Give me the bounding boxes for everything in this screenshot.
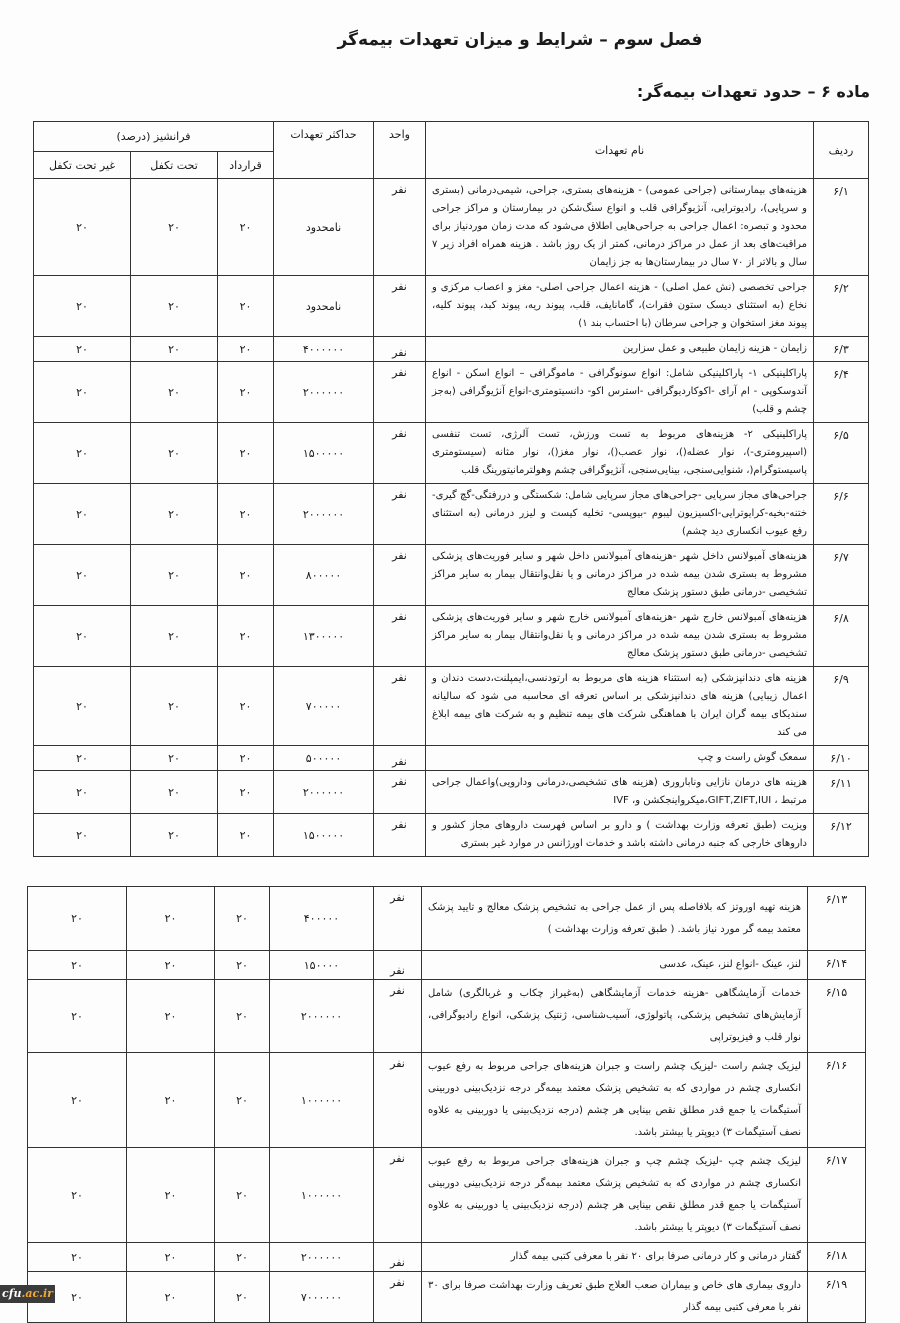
row-description: هزینه‌های آمبولانس داخل شهر -هزینه‌های آمبولانس داخل شهر و سایر فوریت‌های پزشکی مشروط به بستری شدن بیمه شده در مراکز درمانی و یا نقل‌وانتقال بیمار به سایر مراکز تشخیصی -درمانی طبق دستور پزشک معالج bbox=[426, 545, 814, 606]
row-franchise-contract: ۲۰ bbox=[218, 667, 274, 746]
row-franchise-covered: ۲۰ bbox=[131, 545, 218, 606]
row-franchise-not-covered: ۲۰ bbox=[28, 1148, 127, 1243]
row-id: ۶/۱۷ bbox=[808, 1148, 866, 1243]
header-name: نام تعهدات bbox=[426, 122, 814, 179]
row-franchise-not-covered: ۲۰ bbox=[34, 337, 131, 362]
row-franchise-contract: ۲۰ bbox=[218, 606, 274, 667]
row-franchise-not-covered: ۲۰ bbox=[28, 980, 127, 1053]
row-max-obligation: ۷۰۰۰۰۰ bbox=[274, 667, 374, 746]
row-franchise-covered: ۲۰ bbox=[131, 337, 218, 362]
row-description: لنز، عینک -انواع لنز، عینک، عدسی bbox=[422, 951, 808, 980]
row-franchise-contract: ۲۰ bbox=[215, 887, 270, 951]
row-franchise-not-covered: ۲۰ bbox=[34, 179, 131, 276]
table-row bbox=[34, 606, 869, 667]
header-unit: واحد bbox=[374, 122, 426, 179]
row-max-obligation: ۲۰۰۰۰۰۰ bbox=[274, 771, 374, 814]
row-description: پاراکلینیکی ۱- پاراکلینیکی شامل: انواع سونوگرافی - ماموگرافی – انواع اسکن - انواع آندوسکوپی - ام آر‌ای -اکوکاردیوگرافی -استرس اکو- دانسیتومتری-انواع آنژیوگرافی (به‌جز چشم و قلب) bbox=[426, 362, 814, 423]
row-franchise-covered: ۲۰ bbox=[131, 276, 218, 337]
row-franchise-not-covered: ۲۰ bbox=[34, 484, 131, 545]
row-franchise-not-covered: ۲۰ bbox=[28, 887, 127, 951]
row-franchise-contract: ۲۰ bbox=[215, 1272, 270, 1323]
table-row bbox=[34, 667, 869, 746]
table-row bbox=[34, 276, 869, 337]
table-row bbox=[28, 887, 866, 951]
row-description: گفتار درمانی و کار درمانی صرفا برای ۲۰ نفر با معرفی کتبی بیمه گذار bbox=[422, 1243, 808, 1272]
table-row bbox=[28, 951, 866, 980]
row-id: ۶/۶ bbox=[814, 484, 869, 545]
row-description: هزینه های درمان نازایی وناباروری (هزینه های تشخیصی،درمانی ودارویی)واعمال جراحی مرتبط ، GIFT,ZIFT,IUI،میکرواینجکشن و، IVF bbox=[426, 771, 814, 814]
row-franchise-covered: ۲۰ bbox=[131, 771, 218, 814]
row-franchise-not-covered: ۲۰ bbox=[28, 1053, 127, 1148]
row-id: ۶/۱۳ bbox=[808, 887, 866, 951]
row-description: زایمان - هزینه زایمان طبیعی و عمل سزارین bbox=[426, 337, 814, 362]
row-franchise-covered: ۲۰ bbox=[127, 980, 215, 1053]
row-unit: نفر bbox=[374, 887, 422, 951]
row-franchise-covered: ۲۰ bbox=[127, 951, 215, 980]
row-franchise-contract: ۲۰ bbox=[215, 951, 270, 980]
table-row bbox=[28, 1148, 866, 1243]
row-franchise-not-covered: ۲۰ bbox=[28, 1272, 127, 1323]
row-id: ۶/۱۹ bbox=[808, 1272, 866, 1323]
row-id: ۶/۱۲ bbox=[814, 814, 869, 857]
row-franchise-contract: ۲۰ bbox=[218, 814, 274, 857]
table-row bbox=[34, 423, 869, 484]
row-franchise-not-covered: ۲۰ bbox=[34, 606, 131, 667]
row-unit: نفر bbox=[374, 1148, 422, 1243]
row-description: سمعک گوش راست و چپ bbox=[426, 746, 814, 771]
row-id: ۶/۴ bbox=[814, 362, 869, 423]
row-franchise-contract: ۲۰ bbox=[215, 1243, 270, 1272]
row-unit: نفر bbox=[374, 423, 426, 484]
row-franchise-covered: ۲۰ bbox=[127, 1272, 215, 1323]
row-unit: نفر bbox=[374, 606, 426, 667]
row-unit: نفر bbox=[374, 746, 426, 771]
row-max-obligation: نامحدود bbox=[274, 276, 374, 337]
row-franchise-not-covered: ۲۰ bbox=[34, 746, 131, 771]
row-max-obligation: ۴۰۰۰۰۰۰ bbox=[274, 337, 374, 362]
row-franchise-contract: ۲۰ bbox=[218, 179, 274, 276]
row-description: پاراکلینیکی ۲- هزینه‌های مربوط به تست ورزش، تست آلرژی، تست تنفسی (اسپیرومتری-)، نوار عضله()، نوار عصب()، نوار مغز()، نوار مثانه (سیستومتری پاسیستوگرام(، شنوایی‌سنجی، بینایی‌سنجی، آنژیوگرافی چشم وهولترمانیتورینگ قلب bbox=[426, 423, 814, 484]
row-franchise-covered: ۲۰ bbox=[131, 179, 218, 276]
row-franchise-not-covered: ۲۰ bbox=[34, 276, 131, 337]
row-unit: نفر bbox=[374, 951, 422, 980]
obligations-table-continued bbox=[27, 886, 866, 1323]
row-description: جراحی تخصصی (نش عمل اصلی) - هزینه اعمال جراحی اصلی- مغز و اعصاب مرکزی و نخاع (به استثنای دیسک ستون فقرات)، گامانایف، قلب، پیوند ریه، پیوند کبد، پیوند کلیه، پیوند مغز استخوان و جراحی سرطان (با احتساب بند ۱) bbox=[426, 276, 814, 337]
table-row bbox=[28, 1053, 866, 1148]
row-franchise-contract: ۲۰ bbox=[218, 484, 274, 545]
header-franchise: فرانشیز (درصد) bbox=[34, 122, 274, 152]
row-id: ۶/۸ bbox=[814, 606, 869, 667]
row-description: جراحی‌های مجاز سرپایی -جراحی‌های مجاز سرپایی شامل: شکستگی و دررفتگی-گچ گیری-ختنه-بخیه-کرایوترایی-اکسیزیون لیبوم -بیوپسی- تخلیه کیست و لیزر درمانی (به استثنای رفع عیوب انکساری دید چشم) bbox=[426, 484, 814, 545]
row-franchise-not-covered: ۲۰ bbox=[28, 951, 127, 980]
row-franchise-contract: ۲۰ bbox=[218, 423, 274, 484]
row-franchise-not-covered: ۲۰ bbox=[34, 814, 131, 857]
row-id: ۶/۷ bbox=[814, 545, 869, 606]
table-row bbox=[34, 545, 869, 606]
header-contract: قرارداد bbox=[218, 152, 274, 179]
row-max-obligation: ۱۰۰۰۰۰۰ bbox=[270, 1053, 374, 1148]
row-unit: نفر bbox=[374, 1272, 422, 1323]
row-max-obligation: ۴۰۰۰۰۰ bbox=[270, 887, 374, 951]
row-description: هزینه های دندانپزشکی (به استثناء هزینه های مربوط به ارتودنسی،ایمپلنت،دست دندان و اعمال زیبایی) هزینه های دندانپزشکی بر اساس تعرفه ای محاسبه می شود که سالیانه سندیکای بیمه گران ایران با هماهنگی شرکت های بیمه تنظیم و به شرکت های بیمه ابلاغ می کند bbox=[426, 667, 814, 746]
row-franchise-covered: ۲۰ bbox=[131, 423, 218, 484]
header-row: ردیف bbox=[814, 122, 869, 179]
row-franchise-covered: ۲۰ bbox=[131, 362, 218, 423]
row-franchise-not-covered: ۲۰ bbox=[34, 667, 131, 746]
row-unit: نفر bbox=[374, 276, 426, 337]
row-unit: نفر bbox=[374, 545, 426, 606]
row-id: ۶/۱ bbox=[814, 179, 869, 276]
row-unit: نفر bbox=[374, 771, 426, 814]
row-franchise-contract: ۲۰ bbox=[215, 1148, 270, 1243]
row-franchise-covered: ۲۰ bbox=[131, 814, 218, 857]
row-max-obligation: ۱۵۰۰۰۰۰ bbox=[274, 814, 374, 857]
row-franchise-covered: ۲۰ bbox=[127, 1053, 215, 1148]
row-max-obligation: ۲۰۰۰۰۰۰ bbox=[270, 980, 374, 1053]
table-row bbox=[34, 179, 869, 276]
row-unit: نفر bbox=[374, 362, 426, 423]
section-subtitle: ماده ۶ – حدود تعهدات بیمه‌گر: bbox=[636, 82, 870, 101]
row-description: هزینه تهیه اوروتز که بلافاصله پس از عمل جراحی به تشخیص پزشک معالج و تایید پزشک معتمد بیمه گر مورد نیاز باشد. ( طبق تعرفه وزارت بهداشت ) bbox=[422, 887, 808, 951]
row-max-obligation: ۲۰۰۰۰۰۰ bbox=[270, 1243, 374, 1272]
row-id: ۶/۱۶ bbox=[808, 1053, 866, 1148]
row-id: ۶/۳ bbox=[814, 337, 869, 362]
row-description: هزینه‌های بیمارستانی (جراحی عمومی) - هزینه‌های بستری، جراحی، شیمی‌درمانی (بستری و سرپایی)، رادیوترایی، آنژیوگرافی قلب و انواع سنگ‌شکن در بیمارستان و مراکز جراحی محدود و تبصره: اعمال جراحی به جراحی‌هایی اطلاق می‌شود که مدت زمان موردنیاز برای مراقبت‌های بعد از عمل در مراکز درمانی، کمتر از یک روز باشد . هزینه همراه افراد زیر ۷ سال و بالاتر از ۷۰ سال در بیمارستان‌ها به جز زایمان bbox=[426, 179, 814, 276]
row-franchise-contract: ۲۰ bbox=[215, 980, 270, 1053]
row-id: ۶/۵ bbox=[814, 423, 869, 484]
row-max-obligation: نامحدود bbox=[274, 179, 374, 276]
row-unit: نفر bbox=[374, 980, 422, 1053]
row-description: هزینه‌های آمبولانس خارج شهر -هزینه‌های آمبولانس خارج شهر و سایر فوریت‌های پزشکی مشروط به بستری شدن بیمه شده در مراکز درمانی و یا نقل‌وانتقال بیمار به سایر مراکز تشخیصی -درمانی طبق دستور پزشک معالج bbox=[426, 606, 814, 667]
header-covered: تحت تکفل bbox=[131, 152, 218, 179]
table-row bbox=[34, 771, 869, 814]
row-franchise-not-covered: ۲۰ bbox=[34, 362, 131, 423]
row-franchise-not-covered: ۲۰ bbox=[34, 423, 131, 484]
row-franchise-not-covered: ۲۰ bbox=[28, 1243, 127, 1272]
row-max-obligation: ۲۰۰۰۰۰۰ bbox=[274, 362, 374, 423]
row-franchise-covered: ۲۰ bbox=[131, 667, 218, 746]
row-id: ۶/۱۰ bbox=[814, 746, 869, 771]
row-franchise-contract: ۲۰ bbox=[218, 771, 274, 814]
row-franchise-covered: ۲۰ bbox=[127, 1148, 215, 1243]
row-max-obligation: ۱۵۰۰۰۰ bbox=[270, 951, 374, 980]
row-unit: نفر bbox=[374, 1243, 422, 1272]
row-id: ۶/۱۵ bbox=[808, 980, 866, 1053]
row-description: ویزیت (طبق تعرفه وزارت بهداشت ) و دارو بر اساس فهرست داروهای مجاز کشور و داروهای خارجی که جنبه درمانی داشته باشد و خدمات اورژانس در موارد غیر بستری bbox=[426, 814, 814, 857]
row-franchise-covered: ۲۰ bbox=[131, 746, 218, 771]
table-row bbox=[34, 814, 869, 857]
row-description: لیزیک چشم راست -لیزیک چشم راست و جبران هزینه‌های جراحی مربوط به رفع عیوب انکساری چشم در مواردی که به تشخیص پزشک معتمد بیمه‌گر درجه نزدیک‌بینی دوربینی آستیگمات یا جمع قدر مطلق نقص بینایی هر چشم (درجه نزدیک‌بینی یا دوربینی به علاوه نصف آستیگمات ۳) دیوپتر یا بیشتر باشد. bbox=[422, 1053, 808, 1148]
obligations-table bbox=[33, 121, 869, 857]
table-row bbox=[34, 746, 869, 771]
row-max-obligation: ۱۵۰۰۰۰۰ bbox=[274, 423, 374, 484]
row-franchise-contract: ۲۰ bbox=[218, 545, 274, 606]
row-franchise-contract: ۲۰ bbox=[218, 746, 274, 771]
row-id: ۶/۲ bbox=[814, 276, 869, 337]
table-row bbox=[34, 484, 869, 545]
table-row bbox=[28, 1243, 866, 1272]
row-franchise-contract: ۲۰ bbox=[218, 362, 274, 423]
row-max-obligation: ۷۰۰۰۰۰۰ bbox=[270, 1272, 374, 1323]
row-max-obligation: ۸۰۰۰۰۰ bbox=[274, 545, 374, 606]
row-id: ۶/۱۸ bbox=[808, 1243, 866, 1272]
table-row bbox=[34, 362, 869, 423]
row-unit: نفر bbox=[374, 1053, 422, 1148]
row-max-obligation: ۲۰۰۰۰۰۰ bbox=[274, 484, 374, 545]
page-title: فصل سوم – شرایط و میزان تعهدات بیمه‌گر bbox=[337, 30, 703, 50]
row-unit: نفر bbox=[374, 337, 426, 362]
row-franchise-not-covered: ۲۰ bbox=[34, 771, 131, 814]
row-franchise-contract: ۲۰ bbox=[215, 1053, 270, 1148]
table-row bbox=[28, 980, 866, 1053]
row-description: داروی بیماری های خاص و بیماران صعب العلاج طبق تعریف وزارت بهداشت صرفا برای ۳۰ نفر با معرفی کتبی بیمه گذار bbox=[422, 1272, 808, 1323]
row-unit: نفر bbox=[374, 814, 426, 857]
row-id: ۶/۱۴ bbox=[808, 951, 866, 980]
row-franchise-covered: ۲۰ bbox=[131, 606, 218, 667]
row-id: ۶/۹ bbox=[814, 667, 869, 746]
row-max-obligation: ۵۰۰۰۰۰ bbox=[274, 746, 374, 771]
table-row bbox=[34, 337, 869, 362]
row-franchise-covered: ۲۰ bbox=[131, 484, 218, 545]
row-franchise-covered: ۲۰ bbox=[127, 1243, 215, 1272]
row-franchise-contract: ۲۰ bbox=[218, 337, 274, 362]
row-franchise-covered: ۲۰ bbox=[127, 887, 215, 951]
row-id: ۶/۱۱ bbox=[814, 771, 869, 814]
row-franchise-not-covered: ۲۰ bbox=[34, 545, 131, 606]
header-not-covered: غیر تحت تکفل bbox=[34, 152, 131, 179]
row-max-obligation: ۱۳۰۰۰۰۰ bbox=[274, 606, 374, 667]
row-unit: نفر bbox=[374, 667, 426, 746]
row-description: خدمات آزمایشگاهی -هزینه خدمات آزمایشگاهی (به‌غیراز چکاب و غربالگری) شامل آزمایش‌های تشخیص پزشکی، پاتولوژی، آسیب‌شناسی، ژنتیک پزشکی، انواع رادیوگرافی، نوار قلب و فیزیوتراپی bbox=[422, 980, 808, 1053]
site-watermark: cfu.ac.ir bbox=[0, 1285, 55, 1303]
row-unit: نفر bbox=[374, 179, 426, 276]
row-franchise-contract: ۲۰ bbox=[218, 276, 274, 337]
row-description: لیزیک چشم چپ -لیزیک چشم چپ و جبران هزینه‌های جراحی مربوط به رفع عیوب انکساری چشم در مواردی که به تشخیص پزشک معتمد بیمه‌گر درجه نزدیک‌بینی دوربینی آستیگمات یا جمع قدر مطلق نقص بینایی هر چشم (درجه نزدیک‌بینی یا دوربینی به علاوه نصف آستیگمات ۳) دیوپتر یا بیشتر باشد. bbox=[422, 1148, 808, 1243]
row-unit: نفر bbox=[374, 484, 426, 545]
header-max: حداکثر تعهدات bbox=[274, 122, 374, 179]
table-row bbox=[28, 1272, 866, 1323]
row-max-obligation: ۱۰۰۰۰۰۰ bbox=[270, 1148, 374, 1243]
